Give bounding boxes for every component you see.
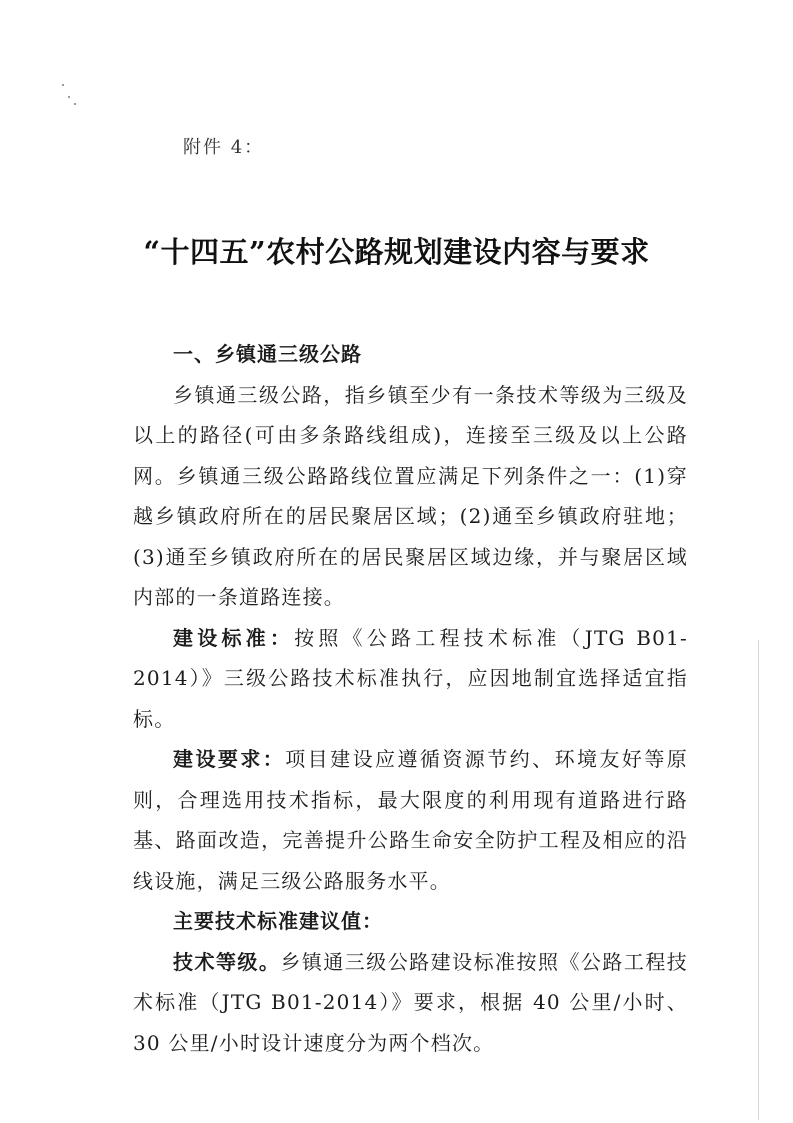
- intro-paragraph: 乡镇通三级公路，指乡镇至少有一条技术等级为三级及以上的路径(可由多条路线组成)，连接至三级及以上公路网。乡镇通三级公路路线位置应满足下列条件之一：(1)穿越乡镇政府所在的居民聚居区域；(2)通至乡镇政府驻地；(3)通至乡镇政府所在的居民聚居区域边缘，并与聚居区域内部的一条道路连接。: [133, 382, 688, 609]
- tech-values-heading: 主要技术标准建议值：: [173, 909, 383, 933]
- attachment-label: 附件 4：: [183, 137, 265, 158]
- document-title: “十四五”农村公路规划建设内容与要求: [143, 235, 650, 269]
- section-heading: 一、乡镇通三级公路: [173, 342, 362, 366]
- requirement-paragraph: [133, 739, 688, 901]
- scan-speck: [62, 84, 64, 86]
- standard-paragraph: [133, 618, 688, 740]
- standard-text: 按照《公路工程技术标准（JTG B01-2014）》三级公路技术标准执行，应因地制宜选择适宜指标。: [133, 625, 688, 731]
- scan-speck: [74, 103, 76, 105]
- requirement-text: 项目建设应遵循资源节约、环境友好等原则，合理选用技术指标，最大限度的利用现有道路进行路基、路面改造，完善提升公路生命安全防护工程及相应的沿线设施，满足三级公路服务水平。: [133, 747, 688, 893]
- grade-label: 技术等级。: [173, 949, 281, 974]
- grade-paragraph: [133, 942, 688, 1064]
- scan-speck: [68, 96, 70, 98]
- grade-text: 乡镇通三级公路建设标准按照《公路工程技术标准（JTG B01-2014）》要求，根据 40 公里/小时、30 公里/小时设计速度分为两个档次。: [133, 949, 689, 1055]
- requirement-label: 建设要求：: [173, 747, 286, 771]
- standard-label: 建设标准：: [173, 625, 295, 650]
- document-body: [133, 334, 688, 1063]
- scan-edge-line: [758, 640, 759, 1120]
